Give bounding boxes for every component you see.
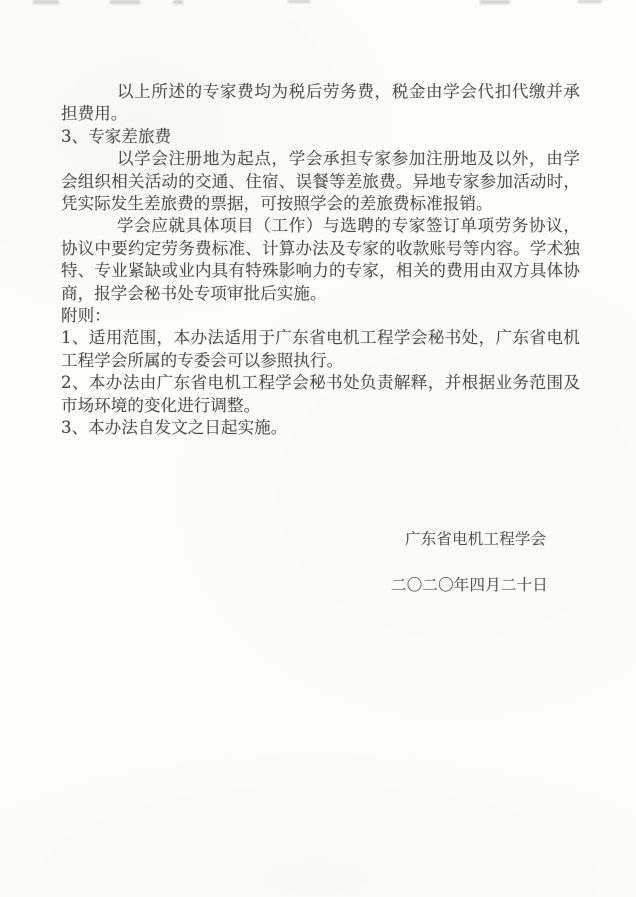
document-body xyxy=(61,81,580,440)
signature-organization: 广东省电机工程学会 xyxy=(405,530,547,548)
scan-artifact xyxy=(288,0,310,3)
paragraph-rule-2-interpret: 2、本办法由广东省电机工程学会秘书处负责解释，并根据业务范围及市场环境的变化进行调整。 xyxy=(61,373,580,415)
paragraph-travel-expense: 以学会注册地为起点，学会承担专家参加注册地及以外，由学会组织相关活动的交通、住宿、误餐等差旅费。异地专家参加活动时，凭实际发生差旅费的票据，可按照学会的差旅费标准报销。 xyxy=(61,149,580,214)
scan-artifact xyxy=(173,0,183,4)
paragraph-expert-fee-tax: 以上所述的专家费均为税后劳务费，税金由学会代扣代缴并承担费用。 xyxy=(61,82,580,124)
scan-artifact xyxy=(480,0,510,4)
heading-supplementary: 附则： xyxy=(61,306,111,326)
scan-artifact xyxy=(110,0,140,4)
scan-artifact xyxy=(578,0,602,3)
paragraph-rule-1-scope: 1、适用范围，本办法适用于广东省电机工程学会秘书处，广东省电机工程学会所属的专委会可以参照执行。 xyxy=(61,328,580,370)
heading-item-3-travel-expense: 3、专家差旅费 xyxy=(61,126,172,146)
scan-artifact xyxy=(33,0,59,4)
signature-date: 二〇二〇年四月二十日 xyxy=(391,576,549,594)
paragraph-labor-agreement: 学会应就具体项目（工作）与选聘的专家签订单项劳务协议，协议中要约定劳务费标准、计算办法及专家的收款账号等内容。学术独特、专业紧缺或业内具有特殊影响力的专家，相关的费用由双方具体协商，报学会秘书处专项审批后实施。 xyxy=(61,216,580,303)
paragraph-rule-3-effective: 3、本办法自发文之日起实施。 xyxy=(61,418,288,438)
